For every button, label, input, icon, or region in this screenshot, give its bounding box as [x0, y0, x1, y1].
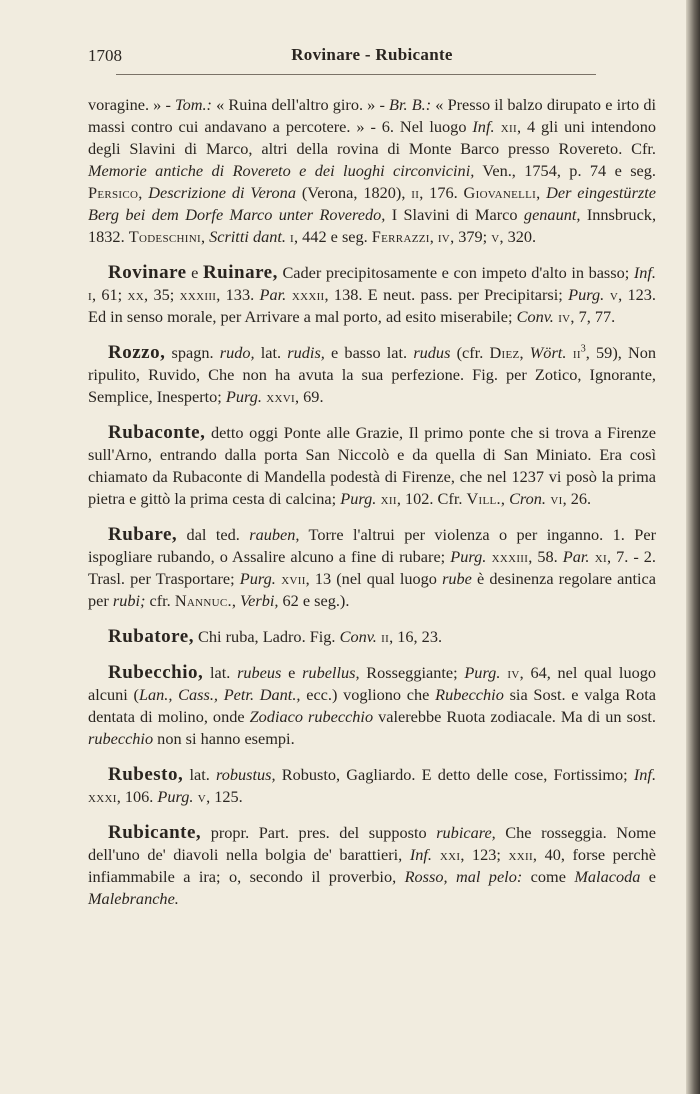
italic-text: rudus	[413, 343, 451, 362]
italic-text: rubellus,	[302, 663, 360, 682]
italic-text: Purg.	[464, 663, 501, 682]
dictionary-entry	[88, 822, 656, 910]
italic-text: rudis,	[287, 343, 325, 362]
small-caps-text: Diez	[489, 343, 520, 362]
italic-text: Scritti dant.	[209, 227, 286, 246]
small-caps-text: iv	[553, 307, 571, 326]
italic-text: Purg.	[340, 489, 377, 508]
text-run: , 13 (nel qual luogo	[305, 569, 443, 588]
italic-text: rubi;	[112, 591, 146, 610]
italic-text: Verbi,	[240, 591, 279, 610]
italic-text: Wört.	[529, 343, 567, 362]
text-run: , 379;	[450, 227, 492, 246]
text-run: ,	[500, 489, 510, 508]
small-caps-text: Persico	[88, 183, 139, 202]
text-run: (cfr.	[450, 343, 490, 362]
text-run: , 138. E neut. pass. per Precipitarsi;	[324, 285, 569, 304]
headword: Rovinare	[108, 262, 187, 283]
small-caps-text: i	[290, 227, 295, 246]
small-caps-text: iv	[437, 227, 451, 246]
small-caps-text: Todeschini	[128, 227, 201, 246]
italic-text: genaunt,	[523, 205, 581, 224]
small-caps-text: i	[88, 285, 92, 304]
small-caps-text: Giovanelli	[463, 183, 537, 202]
text-run: , 106.	[116, 787, 158, 806]
italic-text: rube	[442, 569, 472, 588]
text-run: , 7, 77.	[570, 307, 616, 326]
small-caps-text: xii	[494, 117, 517, 136]
italic-text: Der eingestürzte Berg bei dem Dorfe Marco unter Roveredo,	[88, 183, 656, 224]
italic-text: Inf.	[633, 765, 657, 784]
italic-text: Zodiaco rubecchio	[249, 707, 374, 726]
small-caps-text: vi	[546, 489, 563, 508]
text-run: I Slavini di Marco	[385, 205, 524, 224]
small-caps-text: Vill.	[466, 489, 501, 508]
text-run: ,	[519, 343, 530, 362]
text-run: , 61;	[91, 285, 128, 304]
text-run: Cader precipitosamente e con impeto d'alto in basso;	[277, 263, 634, 282]
text-run: , 7. - 2. Trasl. per Trasportare;	[88, 547, 657, 588]
dictionary-entry	[88, 626, 656, 648]
italic-text: Purg.	[239, 569, 276, 588]
text-run: ,	[138, 183, 149, 202]
italic-text: Conv.	[516, 307, 554, 326]
text-run: , 4 gli uni intendono degli Slavini di Marco, altri della rovina di Monte Barco presso Rovereto. Cfr.	[88, 117, 656, 158]
headword: Rubare,	[108, 524, 178, 545]
italic-text: Par.	[259, 285, 287, 304]
small-caps-text: v	[491, 227, 500, 246]
text-run: lat.	[254, 343, 288, 362]
dictionary-entry	[88, 662, 656, 750]
dictionary-entry	[88, 524, 656, 612]
dictionary-entry	[88, 342, 656, 408]
italic-text: robustus,	[215, 765, 276, 784]
text-run: sia Sost. e valga Rota dentata di molino, onde	[88, 685, 657, 726]
text-run: ecc.) vogliono che	[300, 685, 436, 704]
dictionary-page	[88, 44, 656, 924]
italic-text: Rubecchio	[435, 685, 504, 704]
small-caps-text: xxii	[508, 845, 533, 864]
text-run: , 102. Cfr.	[396, 489, 467, 508]
entries-body	[88, 94, 656, 910]
italic-text: rubeus	[237, 663, 282, 682]
headword: Rubatore,	[108, 626, 194, 647]
text-run: è desinenza regolare antica per	[88, 569, 656, 610]
small-caps-text: xxxii	[286, 285, 325, 304]
dictionary-entry	[88, 262, 656, 328]
text-run: Torre l'altrui per violenza o per inganno. 1. Per ispogliare rubando, o Assalire alcuno a fine di rubare;	[88, 525, 656, 566]
text-run: , 123;	[460, 845, 509, 864]
small-caps-text: ii	[376, 627, 390, 646]
text-run: e	[281, 663, 303, 682]
text-run: e	[640, 867, 657, 886]
small-caps-text: Nannuc.	[174, 591, 232, 610]
page-number: 1708	[88, 46, 122, 65]
text-run: Ven., 1754, p. 74 e seg.	[474, 161, 656, 180]
text-run: Che rosseggia. Nome dell'uno de' diavoli nella bolgia de' barattieri,	[88, 823, 656, 864]
text-run: , 125.	[206, 787, 243, 806]
text-run: , 320.	[499, 227, 537, 246]
text-run: valerebbe Ruota zodiacale. Ma di un sost.	[373, 707, 656, 726]
italic-text: Purg.	[225, 387, 262, 406]
italic-text: Memorie antiche di Rovereto e dei luoghi circonvicini,	[88, 161, 475, 180]
text-run: cfr.	[145, 591, 175, 610]
italic-text: Br. B.:	[389, 95, 432, 114]
running-title: Rovinare - Rubicante	[291, 45, 453, 64]
text-run: e basso lat.	[324, 343, 414, 362]
text-run: , 442 e seg.	[294, 227, 372, 246]
italic-text: Descrizione di Verona	[148, 183, 296, 202]
italic-text: Lan., Cass., Petr. Dant.,	[138, 685, 301, 704]
text-run: spagn.	[165, 343, 220, 362]
dictionary-entry	[88, 422, 656, 510]
text-run: propr. Part. pres. del supposto	[201, 823, 437, 842]
continued-text	[88, 94, 656, 248]
text-run: , 133.	[216, 285, 260, 304]
superscript: 3	[580, 343, 586, 355]
text-run: , 26.	[562, 489, 592, 508]
italic-text: rudo,	[219, 343, 255, 362]
text-run: lat.	[203, 663, 238, 682]
headword: Ruinare,	[202, 262, 278, 283]
text-run: , 40, forse perchè infiammabile a ira; o, secondo il proverbio,	[88, 845, 657, 886]
text-run: , 35;	[144, 285, 180, 304]
text-run: , 58.	[528, 547, 563, 566]
small-caps-text: xx	[127, 285, 145, 304]
book-spine-edge	[686, 0, 700, 1094]
italic-text: Inf.	[409, 845, 432, 864]
small-caps-text: ii	[411, 183, 420, 202]
text-run: Chi ruba, Ladro. Fig.	[193, 627, 340, 646]
italic-text: rubicare,	[436, 823, 496, 842]
italic-text: Tom.:	[175, 95, 212, 114]
text-run: , 16, 23.	[389, 627, 443, 646]
italic-text: rauben,	[249, 525, 300, 544]
small-caps-text: ii	[566, 343, 581, 362]
text-run: , 69.	[295, 387, 324, 406]
text-run: Rosseggiante;	[359, 663, 465, 682]
text-run: , 64, nel qual luogo alcuni (	[88, 663, 657, 704]
text-run: lat.	[183, 765, 216, 784]
text-run: (Verona, 1820),	[295, 183, 412, 202]
running-header	[88, 44, 656, 70]
headword: Rozzo,	[108, 342, 166, 363]
small-caps-text: iv	[500, 663, 520, 682]
italic-text: Malacoda	[574, 867, 641, 886]
small-caps-text: Ferrazzi	[371, 227, 430, 246]
headword: Rubesto,	[108, 764, 184, 785]
header-rule	[116, 74, 596, 75]
italic-text: Inf.	[633, 263, 656, 282]
small-caps-text: xxxi	[88, 787, 117, 806]
small-caps-text: xii	[376, 489, 397, 508]
italic-text: Purg.	[568, 285, 605, 304]
italic-text: Inf.	[472, 117, 495, 136]
small-caps-text: xxxiii	[486, 547, 529, 566]
small-caps-text: xxxiii	[179, 285, 217, 304]
italic-text: Malebranche.	[88, 889, 179, 908]
text-run: non si hanno esempi.	[153, 729, 295, 748]
small-caps-text: xxi	[431, 845, 461, 864]
text-run: Innsbruck, 1832.	[88, 205, 657, 246]
italic-text: Conv.	[339, 627, 377, 646]
italic-text: Cron.	[509, 489, 547, 508]
text-run: come	[522, 867, 575, 886]
headword: Rubicante,	[108, 822, 202, 843]
text-run: voragine. » -	[88, 95, 176, 114]
dictionary-entry	[88, 764, 656, 808]
text-run: ,	[429, 227, 438, 246]
italic-text: rubecchio	[88, 729, 154, 748]
text-run: detto oggi Ponte alle Grazie, Il primo ponte che si trova a Firenze sull'Arno, entrando dalla porta San Niccolò e da quella di San Miniato. Era così chiamato da Rubaconte di Mandella podestà di Firenze, che nel 1237 vi posò la prima pietra e gittò la prima cesta di calcina;	[88, 423, 656, 508]
text-run: , 176.	[419, 183, 464, 202]
italic-text: Purg.	[157, 787, 194, 806]
text-run: ,	[200, 227, 210, 246]
text-run: , 123. Ed in senso morale, per Arrivare a mal porto, ad esito miserabile;	[88, 285, 656, 326]
small-caps-text: v	[193, 787, 207, 806]
italic-text: Rosso, mal pelo:	[404, 867, 523, 886]
italic-text: Purg.	[450, 547, 487, 566]
italic-text: Par.	[562, 547, 590, 566]
text-run: « Presso il balzo dirupato e irto di massi contro cui andavano a percotere. » - 6. Nel luogo	[88, 95, 656, 136]
text-run: dal ted.	[177, 525, 250, 544]
text-run: ,	[231, 591, 240, 610]
text-run: Robusto, Gagliardo. E detto delle cose, Fortissimo;	[275, 765, 634, 784]
small-caps-text: xi	[589, 547, 607, 566]
small-caps-text: xvii	[275, 569, 306, 588]
text-run: e	[186, 263, 203, 282]
text-run: , 59), Non ripulito, Ruvido, Che non ha avuta la sua perfezione. Fig. per Zotico, Ignorante, Semplice, Inesperto;	[88, 343, 657, 406]
text-run: « Ruina dell'altro giro. » -	[211, 95, 390, 114]
text-run: 62 e seg.).	[278, 591, 350, 610]
headword: Rubecchio,	[108, 662, 204, 683]
small-caps-text: v	[604, 285, 619, 304]
text-run: ,	[536, 183, 547, 202]
headword: Rubaconte,	[108, 422, 206, 443]
small-caps-text: xxvi	[261, 387, 296, 406]
